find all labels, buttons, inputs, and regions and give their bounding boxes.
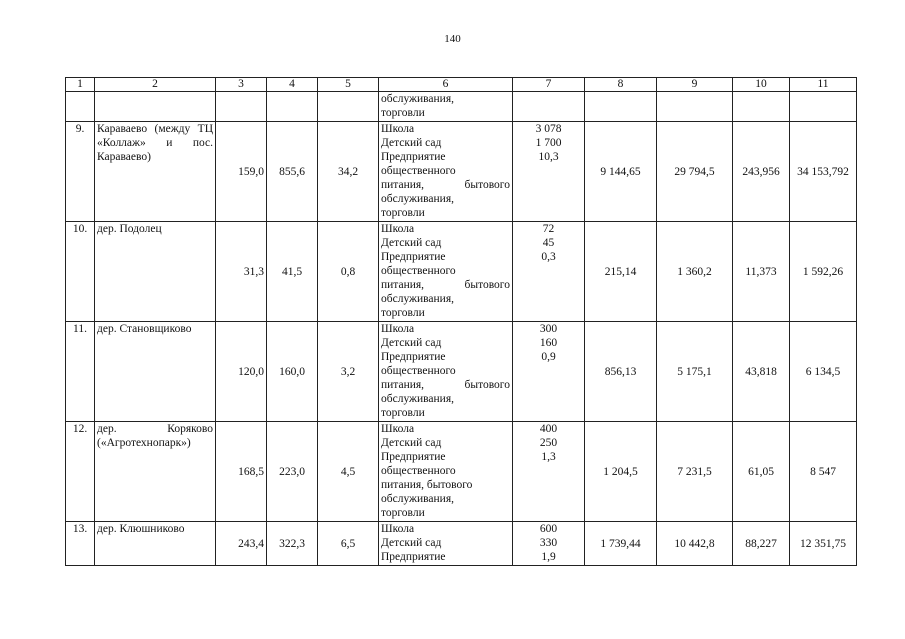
facility-line: Школа (381, 423, 415, 435)
value-col3: 159,0 (216, 122, 267, 222)
facility-types-cell (379, 522, 513, 566)
value-col9: 29 794,5 (657, 122, 733, 222)
empty-cell (318, 92, 379, 122)
table-row (66, 222, 857, 322)
locality-name: дер. Подолец (95, 222, 216, 322)
capacity-value: 0,9 (541, 351, 556, 363)
capacity-cell (513, 122, 585, 222)
row-number: 11. (66, 322, 95, 422)
value-col4: 160,0 (267, 322, 318, 422)
page-number: 140 (444, 33, 461, 45)
facility-line: Детский сад (381, 137, 442, 149)
value-col8: 856,13 (585, 322, 657, 422)
header-cell: 5 (318, 78, 379, 92)
capacity-value: 160 (539, 337, 558, 349)
value-col3: 31,3 (216, 222, 267, 322)
facility-types-cell (379, 422, 513, 522)
value-col5: 4,5 (318, 422, 379, 522)
capacity-value: 330 (539, 537, 558, 549)
row-number: 10. (66, 222, 95, 322)
facility-line: Школа (381, 323, 415, 335)
facility-line: Школа (381, 523, 415, 535)
facility-types-cell (379, 92, 513, 122)
capacity-value: 1,3 (541, 451, 556, 463)
empty-cell (66, 92, 95, 122)
value-col3: 168,5 (216, 422, 267, 522)
value-col4: 322,3 (267, 522, 318, 566)
facility-line: обслуживания, (381, 193, 454, 205)
header-cell: 10 (733, 78, 790, 92)
facility-types-cell (379, 322, 513, 422)
facility-types-cell (379, 122, 513, 222)
facility-line: торговли (381, 307, 425, 319)
facility-line: питания, бытового (381, 279, 510, 291)
capacity-value: 10,3 (538, 151, 559, 163)
empty-cell (216, 92, 267, 122)
facility-line: Школа (381, 123, 415, 135)
value-col11: 34 153,792 (790, 122, 857, 222)
header-cell: 8 (585, 78, 657, 92)
value-col11: 8 547 (790, 422, 857, 522)
facility-types-cell (379, 222, 513, 322)
capacity-value: 1 700 (535, 137, 562, 149)
continued-row (66, 92, 857, 122)
facility-line: Школа (381, 223, 415, 235)
value-col11: 1 592,26 (790, 222, 857, 322)
value-col10: 11,373 (733, 222, 790, 322)
value-col4: 855,6 (267, 122, 318, 222)
facility-line: Предприятие (381, 351, 446, 363)
facility-line: общественного (381, 265, 456, 277)
row-number: 12. (66, 422, 95, 522)
value-col10: 43,818 (733, 322, 790, 422)
facility-line: обслуживания, (381, 93, 454, 105)
capacity-value: 300 (539, 323, 558, 335)
capacity-value: 72 (542, 223, 555, 235)
value-col5: 6,5 (318, 522, 379, 566)
facility-line: Предприятие (381, 451, 446, 463)
capacity-value: 3 078 (535, 123, 562, 135)
value-col11: 6 134,5 (790, 322, 857, 422)
value-col9: 1 360,2 (657, 222, 733, 322)
value-col9: 10 442,8 (657, 522, 733, 566)
facility-line: обслуживания, (381, 293, 454, 305)
facility-line: общественного (381, 465, 456, 477)
header-cell: 7 (513, 78, 585, 92)
header-cell: 2 (95, 78, 216, 92)
value-col5: 34,2 (318, 122, 379, 222)
empty-cell (95, 92, 216, 122)
capacity-cell (513, 222, 585, 322)
facility-line: Предприятие (381, 251, 446, 263)
value-col8: 1 204,5 (585, 422, 657, 522)
facility-line: общественного (381, 365, 456, 377)
empty-cell (733, 92, 790, 122)
facility-line: Детский сад (381, 537, 442, 549)
header-cell: 6 (379, 78, 513, 92)
table-row (66, 122, 857, 222)
facility-line: обслуживания, (381, 493, 454, 505)
capacity-cell (513, 322, 585, 422)
value-col11: 12 351,75 (790, 522, 857, 566)
value-col10: 61,05 (733, 422, 790, 522)
value-col8: 215,14 (585, 222, 657, 322)
table-row (66, 522, 857, 566)
value-col4: 41,5 (267, 222, 318, 322)
row-number: 9. (66, 122, 95, 222)
facility-line: торговли (381, 407, 425, 419)
capacity-cell (513, 422, 585, 522)
header-cell: 4 (267, 78, 318, 92)
capacity-value: 45 (542, 237, 555, 249)
empty-cell (585, 92, 657, 122)
facility-line: торговли (381, 207, 425, 219)
value-col3: 120,0 (216, 322, 267, 422)
value-col8: 9 144,65 (585, 122, 657, 222)
facility-line: Детский сад (381, 337, 442, 349)
facility-line: Предприятие (381, 551, 446, 563)
facility-line: питания, бытового (381, 379, 510, 391)
header-cell: 1 (66, 78, 95, 92)
capacity-value: 400 (539, 423, 558, 435)
value-col10: 88,227 (733, 522, 790, 566)
facility-line: торговли (381, 507, 425, 519)
locality-name: дер. Коряково («Агротехнопарк») (95, 422, 216, 522)
locality-name: Караваево (между ТЦ «Коллаж» и пос. Караваево) (95, 122, 216, 222)
facility-line: Предприятие (381, 151, 446, 163)
facility-line: общественного (381, 165, 456, 177)
header-cell: 9 (657, 78, 733, 92)
empty-cell (267, 92, 318, 122)
value-col10: 243,956 (733, 122, 790, 222)
value-col9: 5 175,1 (657, 322, 733, 422)
facility-line: питания, бытового (381, 479, 473, 491)
table-row (66, 322, 857, 422)
locality-name: дер. Становщиково (95, 322, 216, 422)
value-col5: 0,8 (318, 222, 379, 322)
facility-line: торговли (381, 107, 425, 119)
capacity-cell (513, 522, 585, 566)
empty-cell (790, 92, 857, 122)
empty-cell (657, 92, 733, 122)
header-cell: 3 (216, 78, 267, 92)
capacity-value: 1,9 (541, 551, 556, 563)
header-cell: 11 (790, 78, 857, 92)
empty-cell (513, 92, 585, 122)
facility-line: Детский сад (381, 237, 442, 249)
capacity-value: 250 (539, 437, 558, 449)
data-table (65, 77, 857, 566)
value-col3: 243,4 (216, 522, 267, 566)
capacity-value: 0,3 (541, 251, 556, 263)
locality-name: дер. Клюшниково (95, 522, 216, 566)
facility-line: Детский сад (381, 437, 442, 449)
facility-line: обслуживания, (381, 393, 454, 405)
value-col9: 7 231,5 (657, 422, 733, 522)
row-number: 13. (66, 522, 95, 566)
value-col4: 223,0 (267, 422, 318, 522)
facility-line: питания, бытового (381, 179, 510, 191)
value-col8: 1 739,44 (585, 522, 657, 566)
capacity-value: 600 (539, 523, 558, 535)
table-row (66, 422, 857, 522)
value-col5: 3,2 (318, 322, 379, 422)
header-row (66, 78, 857, 92)
